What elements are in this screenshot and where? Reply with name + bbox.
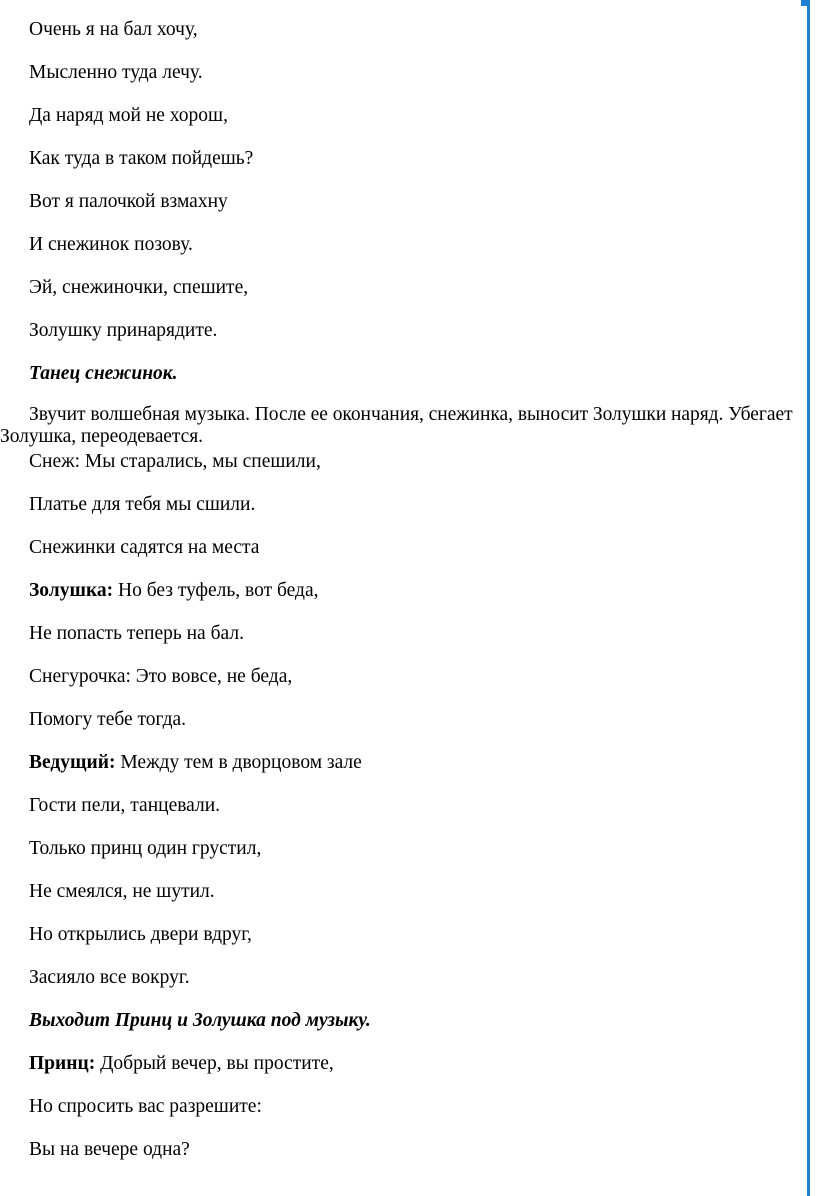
speech-line [0,577,812,620]
verse-line: Да наряд мой не хорош, [29,105,228,126]
speech-line [0,1050,812,1093]
page-corner-marker [801,0,807,6]
narration-paragraph: Звучит волшебная музыка. После ее окончания, снежинка, выносит Золушки наряд. Убегает Золушка, переодевается. [0,404,793,447]
speech-line [0,749,812,792]
speaker-name: Золушка: [29,580,114,601]
verse-line: Золушку принарядите. [29,320,218,341]
verse-line: Эй, снежиночки, спешите, [29,277,249,298]
stage-direction: Выходит Принц и Золушка под музыку. [29,1010,371,1031]
verse-line: Вот я палочкой взмахну [29,191,228,212]
verse-line: Засияло все вокруг. [29,967,190,988]
verse-line: Снегурочка: Это вовсе, не беда, [29,666,293,687]
document-body [0,16,812,1179]
speaker-name: Ведущий: [29,752,116,773]
verse-line: Мысленно туда лечу. [29,62,203,83]
stage-direction: Танец снежинок. [29,363,178,384]
verse-line: Только принц один грустил, [29,838,262,859]
verse-line: Платье для тебя мы сшили. [29,494,256,515]
verse-line: Но спросить вас разрешите: [29,1096,262,1117]
verse-line: Вы на вечере одна? [29,1139,190,1160]
verse-line: Как туда в таком пойдешь? [29,148,254,169]
verse-line: Очень я на бал хочу, [29,19,198,40]
verse-line: Снежинки садятся на места [29,537,260,558]
verse-line: Не попасть теперь на бал. [29,623,244,644]
verse-line: Помогу тебе тогда. [29,709,187,730]
verse-line: Но открылись двери вдруг, [29,924,252,945]
speaker-name: Принц: [29,1053,96,1074]
verse-line: Гости пели, танцевали. [29,795,221,816]
speech-text: Но без туфель, вот беда, [113,580,319,601]
speech-text: Добрый вечер, вы простите, [95,1053,334,1074]
verse-line: Не смеялся, не шутил. [29,881,215,902]
speech-text: Между тем в дворцовом зале [115,752,362,773]
verse-line: Снеж: Мы старались, мы спешили, [29,451,321,472]
verse-line: И снежинок позову. [29,234,193,255]
